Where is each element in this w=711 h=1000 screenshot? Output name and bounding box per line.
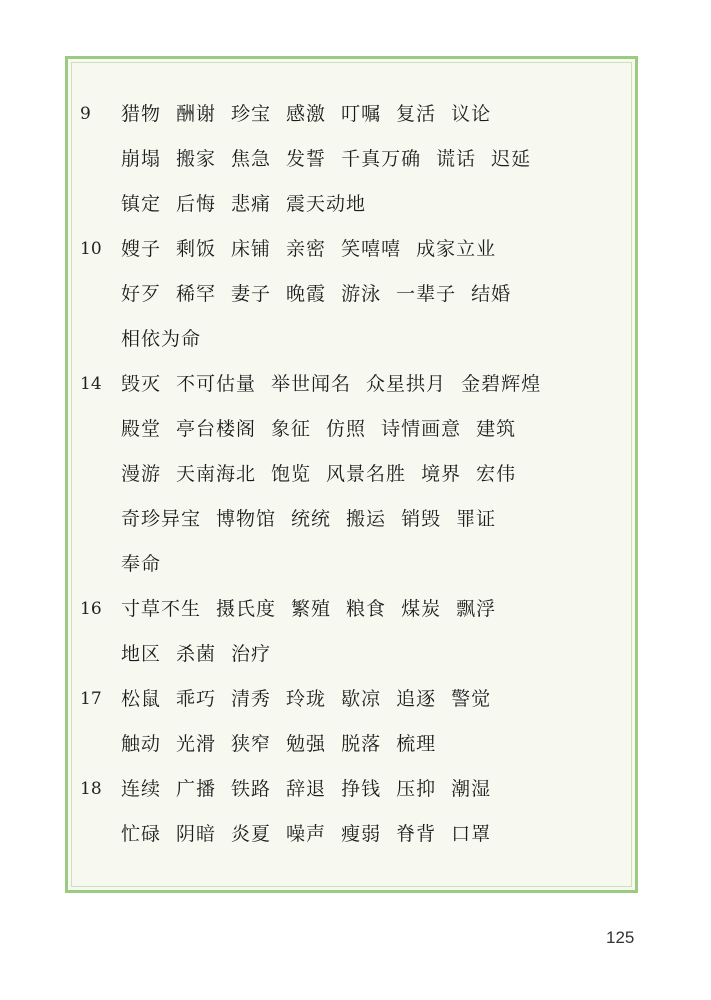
- vocabulary-word: 风景名胜: [326, 463, 407, 485]
- vocabulary-word: 罪证: [456, 508, 497, 530]
- vocabulary-word: 建筑: [476, 418, 517, 440]
- word-line: [121, 767, 620, 812]
- vocabulary-word: 压抑: [396, 778, 437, 800]
- word-line: [121, 182, 620, 227]
- word-line: [121, 92, 620, 137]
- vocabulary-word: 铁路: [231, 778, 272, 800]
- lesson-number: 16: [80, 599, 102, 619]
- vocabulary-word: 相依为命: [121, 328, 202, 350]
- word-line: [121, 452, 620, 497]
- vocabulary-word: 摄氏度: [216, 598, 277, 620]
- word-line: [121, 137, 620, 182]
- vocabulary-word: 珍宝: [231, 103, 272, 125]
- vocabulary-word: 崩塌: [121, 148, 162, 170]
- vocabulary-word: 光滑: [176, 733, 217, 755]
- vocabulary-word: 后悔: [176, 193, 217, 215]
- vocabulary-word: 亭台楼阁: [176, 418, 257, 440]
- vocabulary-word: 诗情画意: [381, 418, 462, 440]
- vocabulary-word: 天南海北: [176, 463, 257, 485]
- vocabulary-word: 感激: [286, 103, 327, 125]
- vocabulary-word: 稀罕: [176, 283, 217, 305]
- vocabulary-word: 妻子: [231, 283, 272, 305]
- vocabulary-word: 潮湿: [451, 778, 492, 800]
- vocabulary-word: 松鼠: [121, 688, 162, 710]
- word-line: [121, 362, 620, 407]
- vocabulary-word: 脱落: [341, 733, 382, 755]
- word-line: [121, 812, 620, 857]
- vocabulary-word: 寸草不生: [121, 598, 202, 620]
- vocabulary-word: 瘦弱: [341, 823, 382, 845]
- vocabulary-word: 举世闻名: [271, 373, 352, 395]
- vocabulary-word: 搬运: [346, 508, 387, 530]
- lesson-block: [80, 587, 620, 677]
- vocabulary-list: [80, 92, 620, 857]
- vocabulary-word: 金碧辉煌: [461, 373, 542, 395]
- vocabulary-word: 一辈子: [396, 283, 457, 305]
- vocabulary-word: 焦急: [231, 148, 272, 170]
- vocabulary-word: 清秀: [231, 688, 272, 710]
- vocabulary-word: 梳理: [396, 733, 437, 755]
- vocabulary-word: 勉强: [286, 733, 327, 755]
- vocabulary-word: 广播: [176, 778, 217, 800]
- vocabulary-word: 结婚: [471, 283, 512, 305]
- vocabulary-word: 仿照: [326, 418, 367, 440]
- lesson-block: [80, 227, 620, 362]
- vocabulary-word: 床铺: [231, 238, 272, 260]
- vocabulary-word: 粮食: [346, 598, 387, 620]
- vocabulary-word: 象征: [271, 418, 312, 440]
- vocabulary-word: 警觉: [451, 688, 492, 710]
- lesson-number: 17: [80, 689, 102, 709]
- vocabulary-word: 酬谢: [176, 103, 217, 125]
- vocabulary-word: 忙碌: [121, 823, 162, 845]
- vocabulary-word: 统统: [291, 508, 332, 530]
- word-line: [121, 722, 620, 767]
- vocabulary-word: 剩饭: [176, 238, 217, 260]
- vocabulary-word: 玲珑: [286, 688, 327, 710]
- vocabulary-word: 悲痛: [231, 193, 272, 215]
- vocabulary-word: 亲密: [286, 238, 327, 260]
- vocabulary-word: 饱览: [271, 463, 312, 485]
- word-line: [121, 587, 620, 632]
- vocabulary-word: 博物馆: [216, 508, 277, 530]
- vocabulary-word: 搬家: [176, 148, 217, 170]
- vocabulary-word: 叮嘱: [341, 103, 382, 125]
- vocabulary-word: 煤炭: [401, 598, 442, 620]
- lesson-block: [80, 92, 620, 227]
- vocabulary-word: 殿堂: [121, 418, 162, 440]
- vocabulary-word: 成家立业: [416, 238, 497, 260]
- vocabulary-word: 歇凉: [341, 688, 382, 710]
- vocabulary-word: 狭窄: [231, 733, 272, 755]
- lesson-number: 18: [80, 779, 102, 799]
- vocabulary-word: 繁殖: [291, 598, 332, 620]
- vocabulary-word: 脊背: [396, 823, 437, 845]
- vocabulary-word: 镇定: [121, 193, 162, 215]
- lesson-number: 10: [80, 239, 102, 259]
- word-line: [121, 542, 620, 587]
- vocabulary-word: 众星拱月: [366, 373, 447, 395]
- vocabulary-word: 猎物: [121, 103, 162, 125]
- lesson-block: [80, 677, 620, 767]
- vocabulary-word: 地区: [121, 643, 162, 665]
- vocabulary-word: 毁灭: [121, 373, 162, 395]
- vocabulary-word: 好歹: [121, 283, 162, 305]
- word-line: [121, 497, 620, 542]
- vocabulary-word: 乖巧: [176, 688, 217, 710]
- vocabulary-word: 宏伟: [476, 463, 517, 485]
- vocabulary-word: 奉命: [121, 553, 162, 575]
- vocabulary-word: 触动: [121, 733, 162, 755]
- page-number: 125: [606, 928, 635, 947]
- word-line: [121, 407, 620, 452]
- vocabulary-word: 治疗: [231, 643, 272, 665]
- vocabulary-word: 阴暗: [176, 823, 217, 845]
- vocabulary-word: 发誓: [286, 148, 327, 170]
- vocabulary-word: 漫游: [121, 463, 162, 485]
- word-line: [121, 632, 620, 677]
- word-line: [121, 677, 620, 722]
- vocabulary-word: 千真万确: [341, 148, 422, 170]
- lesson-number: 14: [80, 374, 102, 394]
- vocabulary-word: 辞退: [286, 778, 327, 800]
- vocabulary-word: 不可估量: [176, 373, 257, 395]
- vocabulary-word: 震天动地: [286, 193, 367, 215]
- vocabulary-word: 迟延: [491, 148, 532, 170]
- vocabulary-word: 奇珍异宝: [121, 508, 202, 530]
- lesson-block: [80, 362, 620, 587]
- vocabulary-word: 销毁: [401, 508, 442, 530]
- vocabulary-word: 炎夏: [231, 823, 272, 845]
- word-line: [121, 317, 620, 362]
- vocabulary-word: 议论: [451, 103, 492, 125]
- vocabulary-word: 连续: [121, 778, 162, 800]
- vocabulary-word: 噪声: [286, 823, 327, 845]
- vocabulary-word: 晚霞: [286, 283, 327, 305]
- lesson-number: 9: [80, 104, 91, 124]
- vocabulary-word: 游泳: [341, 283, 382, 305]
- vocabulary-word: 笑嘻嘻: [341, 238, 402, 260]
- vocabulary-word: 杀菌: [176, 643, 217, 665]
- vocabulary-word: 追逐: [396, 688, 437, 710]
- vocabulary-word: 嫂子: [121, 238, 162, 260]
- word-line: [121, 272, 620, 317]
- word-line: [121, 227, 620, 272]
- vocabulary-word: 口罩: [451, 823, 492, 845]
- vocabulary-word: 飘浮: [456, 598, 497, 620]
- vocabulary-word: 复活: [396, 103, 437, 125]
- vocabulary-word: 谎话: [436, 148, 477, 170]
- lesson-block: [80, 767, 620, 857]
- vocabulary-word: 境界: [421, 463, 462, 485]
- vocabulary-word: 挣钱: [341, 778, 382, 800]
